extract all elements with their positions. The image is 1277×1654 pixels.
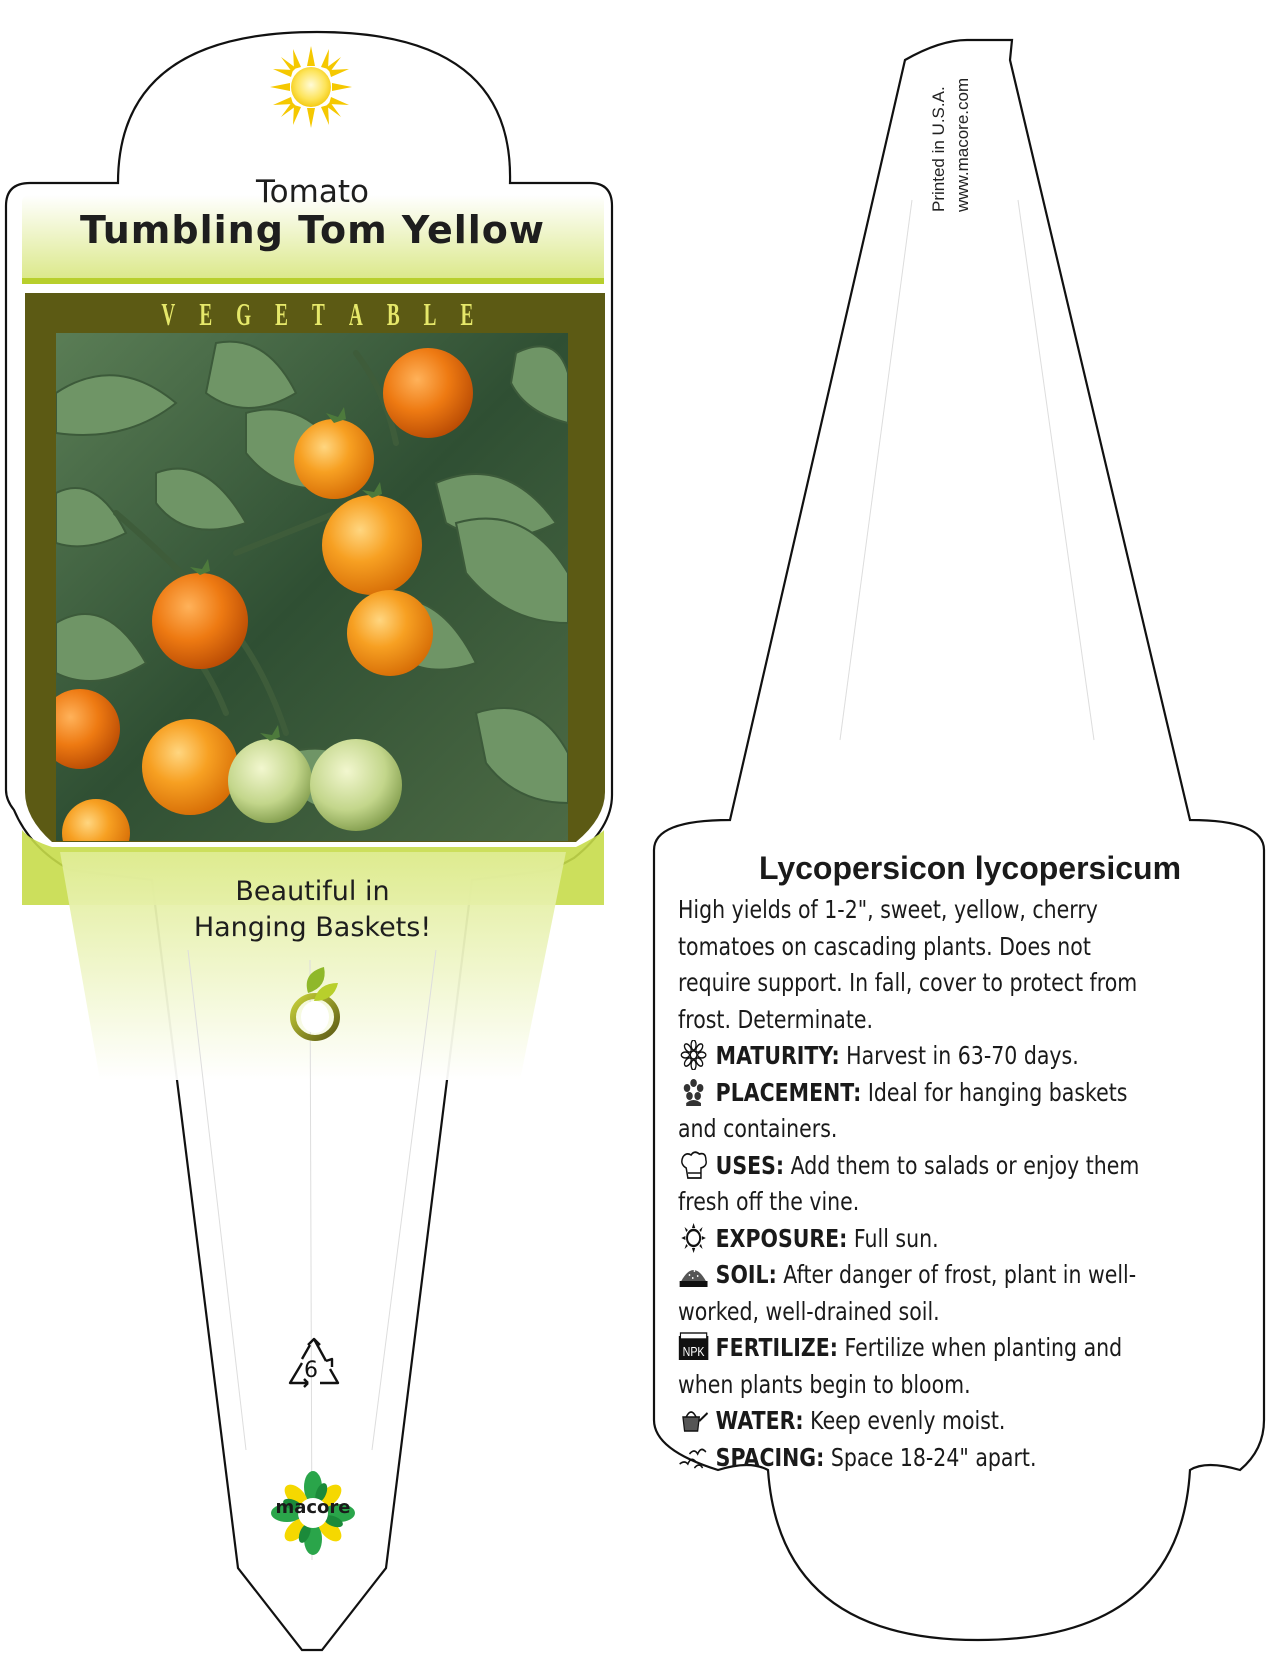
detail-row xyxy=(678,1257,1170,1330)
watering-can-icon xyxy=(678,1405,709,1435)
detail-row xyxy=(678,1075,1170,1148)
detail-label: WATER: xyxy=(715,1406,804,1435)
printed-info xyxy=(927,52,977,212)
description: High yields of 1-2", sweet, yellow, cherry tomatoes on cascading plants. Does not require support. In fall, cover to protect from frost. Determinate. xyxy=(678,895,1138,1034)
flower-icon xyxy=(678,1040,709,1070)
botanical-name: Lycopersicon lycopersicum xyxy=(758,850,1182,886)
detail-label: FERTILIZE: xyxy=(715,1333,838,1362)
brand-name: macore xyxy=(275,1497,351,1518)
detail-text: After danger of frost, plant in well-worked, well-drained soil. xyxy=(678,1260,1137,1326)
detail-label: SOIL: xyxy=(715,1260,777,1289)
detail-text: Keep evenly moist. xyxy=(803,1406,1006,1435)
variety-name: Tumbling Tom Yellow xyxy=(80,208,545,252)
detail-label: SPACING: xyxy=(715,1442,825,1472)
care-instructions xyxy=(678,892,1170,1476)
chef-hat-icon xyxy=(678,1150,709,1180)
detail-row xyxy=(678,1038,1170,1075)
category-letter: L xyxy=(423,296,437,332)
recycle-code: 6 xyxy=(304,1358,318,1383)
common-name: Tomato xyxy=(256,174,369,210)
category-letter: E xyxy=(199,296,213,332)
detail-text: Ideal for hanging baskets and containers. xyxy=(678,1077,1128,1143)
soil-icon xyxy=(678,1259,709,1289)
detail-label: MATURITY: xyxy=(715,1041,840,1070)
tagline-line2: Hanging Baskets! xyxy=(193,912,432,943)
detail-label: EXPOSURE: xyxy=(715,1223,848,1253)
category-letter: T xyxy=(312,296,325,332)
detail-row xyxy=(678,1403,1170,1440)
detail-row xyxy=(678,1148,1170,1221)
detail-label: PLACEMENT: xyxy=(715,1077,862,1107)
tagline-line1: Beautiful in xyxy=(235,876,390,907)
website-line: www.macore.com xyxy=(953,77,972,212)
detail-text: Space 18-24" apart. xyxy=(824,1442,1037,1472)
category-letter: V xyxy=(161,296,176,332)
category-letter: E xyxy=(460,296,474,332)
category-letter: B xyxy=(386,296,400,332)
daisy-icon xyxy=(678,1077,709,1107)
npk-icon xyxy=(678,1332,709,1362)
printed-line: Printed in U.S.A. xyxy=(929,86,948,212)
detail-text: Fertilize when planting and when plants begin to bloom. xyxy=(678,1333,1123,1399)
detail-row xyxy=(678,1440,1170,1477)
detail-label: USES: xyxy=(715,1150,785,1180)
sun-icon xyxy=(678,1223,709,1253)
detail-text: Add them to salads or enjoy them fresh off the vine. xyxy=(678,1150,1140,1216)
detail-text: Harvest in 63-70 days. xyxy=(839,1041,1079,1070)
category-letter: E xyxy=(275,296,288,332)
category-letter: G xyxy=(236,296,252,332)
svg-text:NPK: NPK xyxy=(682,1343,705,1360)
category-letter: A xyxy=(348,296,363,332)
detail-row xyxy=(678,1221,1170,1258)
detail-row xyxy=(678,1330,1170,1403)
spacing-icon xyxy=(678,1442,709,1472)
detail-text: Full sun. xyxy=(847,1223,939,1253)
